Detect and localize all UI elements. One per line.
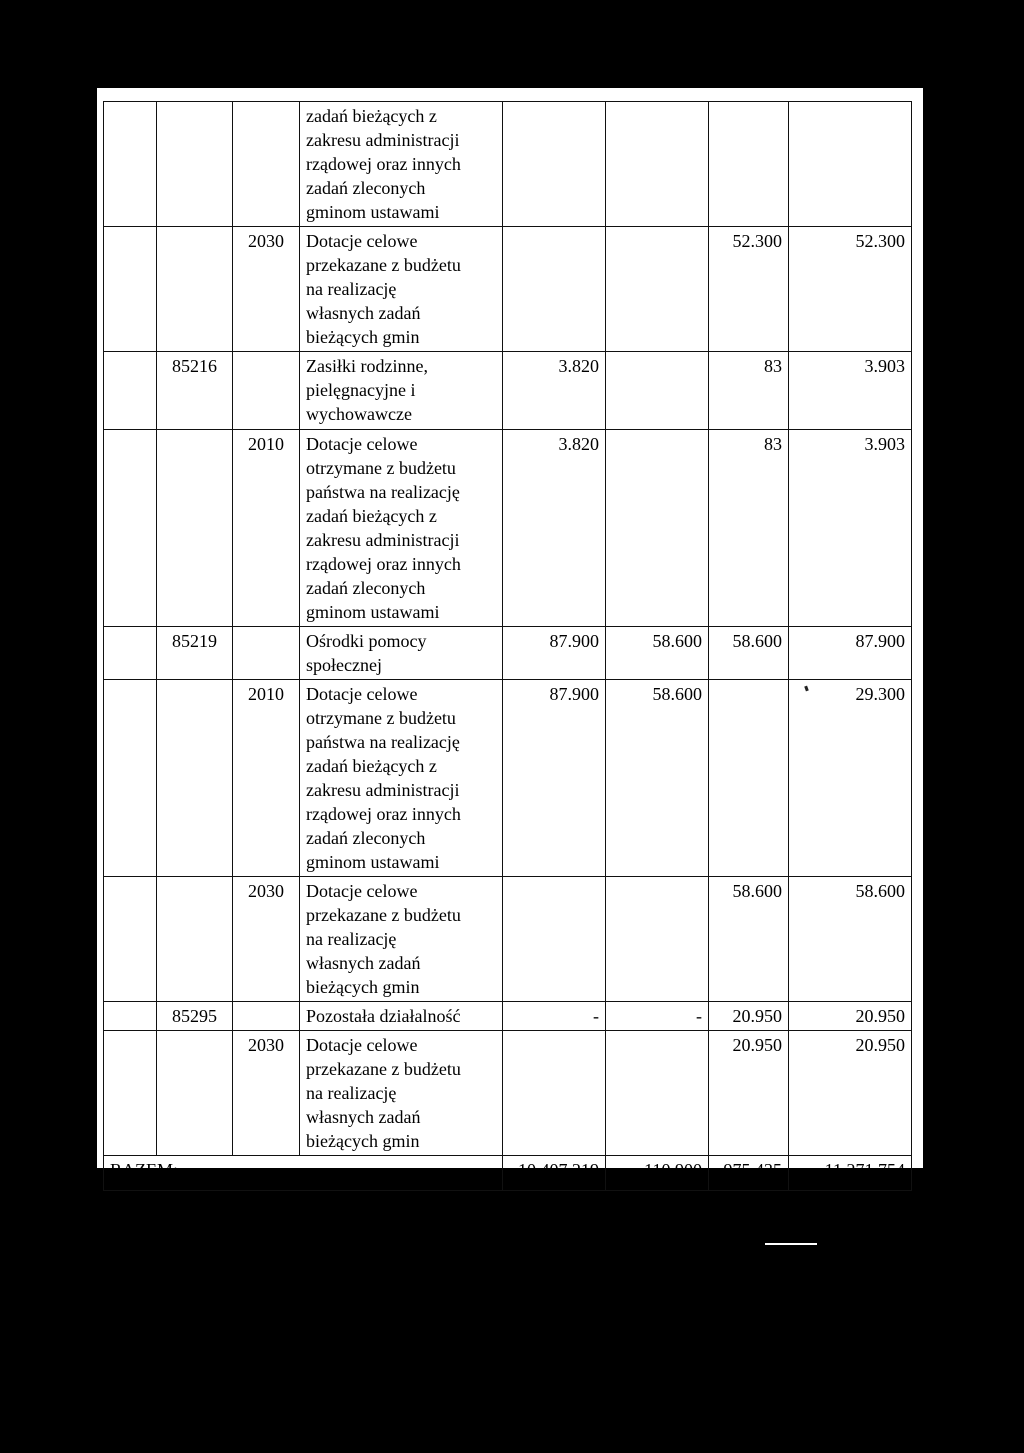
value-cell-2: 58.600 bbox=[606, 627, 709, 680]
value-cell-1 bbox=[503, 877, 606, 1002]
value-cell-4: 87.900 bbox=[789, 627, 912, 680]
section-cell bbox=[157, 877, 233, 1002]
value-cell-3: 83 bbox=[709, 352, 789, 430]
section-cell: 85295 bbox=[157, 1002, 233, 1031]
value-cell-4: 20.950 bbox=[789, 1002, 912, 1031]
chapter-cell bbox=[104, 877, 157, 1002]
paragraph-cell bbox=[233, 1002, 300, 1031]
section-cell bbox=[157, 680, 233, 877]
value-cell-3: 58.600 bbox=[709, 627, 789, 680]
value-cell-2 bbox=[606, 430, 709, 627]
value-cell-1: 3.820 bbox=[503, 430, 606, 627]
chapter-cell bbox=[104, 627, 157, 680]
chapter-cell bbox=[104, 430, 157, 627]
description-cell: Dotacje celowe przekazane z budżetu na realizację własnych zadań bieżących gmin bbox=[300, 877, 503, 1002]
paragraph-cell: 2010 bbox=[233, 680, 300, 877]
paragraph-cell: 2010 bbox=[233, 430, 300, 627]
chapter-cell bbox=[104, 102, 157, 227]
value-cell-4: 20.950 bbox=[789, 1031, 912, 1156]
table-row bbox=[104, 680, 912, 877]
value-cell-4: 3.903 bbox=[789, 352, 912, 430]
value-cell-4: 3.903 bbox=[789, 430, 912, 627]
value-cell-4 bbox=[789, 102, 912, 227]
section-cell bbox=[157, 1031, 233, 1156]
description-cell: zadań bieżących z zakresu administracji rządowej oraz innych zadań zleconych gminom ustawami bbox=[300, 102, 503, 227]
table-row bbox=[104, 227, 912, 352]
description-cell: Dotacje celowe przekazane z budżetu na realizację własnych zadań bieżących gmin bbox=[300, 1031, 503, 1156]
section-cell bbox=[157, 227, 233, 352]
description-cell: Dotacje celowe otrzymane z budżetu państwa na realizację zadań bieżących z zakresu administracji rządowej oraz innych zadań zleconych gminom ustawami bbox=[300, 680, 503, 877]
value-cell-1: 3.820 bbox=[503, 352, 606, 430]
value-cell-1: 87.900 bbox=[503, 627, 606, 680]
value-cell-4: 52.300 bbox=[789, 227, 912, 352]
chapter-cell bbox=[104, 1002, 157, 1031]
value-cell-2 bbox=[606, 877, 709, 1002]
description-cell: Dotacje celowe przekazane z budżetu na realizację własnych zadań bieżących gmin bbox=[300, 227, 503, 352]
value-cell-1 bbox=[503, 1031, 606, 1156]
table-row bbox=[104, 877, 912, 1002]
paragraph-cell bbox=[233, 102, 300, 227]
chapter-cell bbox=[104, 680, 157, 877]
value-cell-3: 20.950 bbox=[709, 1031, 789, 1156]
value-cell-1 bbox=[503, 227, 606, 352]
value-cell-2 bbox=[606, 227, 709, 352]
paragraph-cell bbox=[233, 627, 300, 680]
table-row bbox=[104, 1002, 912, 1031]
description-cell: Zasiłki rodzinne, pielęgnacyjne i wychowawcze bbox=[300, 352, 503, 430]
value-cell-4: 58.600 bbox=[789, 877, 912, 1002]
chapter-cell bbox=[104, 227, 157, 352]
total-value-2: 110.900 bbox=[606, 1156, 709, 1191]
chapter-cell bbox=[104, 1031, 157, 1156]
section-cell bbox=[157, 102, 233, 227]
paragraph-cell: 2030 bbox=[233, 227, 300, 352]
description-cell: Ośrodki pomocy społecznej bbox=[300, 627, 503, 680]
section-cell bbox=[157, 430, 233, 627]
value-cell-3 bbox=[709, 102, 789, 227]
value-cell-2: - bbox=[606, 1002, 709, 1031]
value-cell-3: 83 bbox=[709, 430, 789, 627]
total-value-3: 975.435 bbox=[709, 1156, 789, 1191]
value-cell-2 bbox=[606, 1031, 709, 1156]
chapter-cell bbox=[104, 352, 157, 430]
value-cell-4: 29.300 bbox=[789, 680, 912, 877]
paragraph-cell: 2030 bbox=[233, 1031, 300, 1156]
value-cell-1: 87.900 bbox=[503, 680, 606, 877]
value-cell-2 bbox=[606, 352, 709, 430]
value-cell-3: 58.600 bbox=[709, 877, 789, 1002]
paragraph-cell: 2030 bbox=[233, 877, 300, 1002]
document-page bbox=[97, 88, 923, 1180]
value-cell-2 bbox=[606, 102, 709, 227]
table-row bbox=[104, 102, 912, 227]
table-row bbox=[104, 1031, 912, 1156]
table-row bbox=[104, 430, 912, 627]
section-cell: 85219 bbox=[157, 627, 233, 680]
value-cell-3: 20.950 bbox=[709, 1002, 789, 1031]
table-row bbox=[104, 352, 912, 430]
value-cell-1 bbox=[503, 102, 606, 227]
value-cell-3: 52.300 bbox=[709, 227, 789, 352]
section-cell: 85216 bbox=[157, 352, 233, 430]
paragraph-cell bbox=[233, 352, 300, 430]
description-cell: Pozostała działalność bbox=[300, 1002, 503, 1031]
budget-table bbox=[103, 101, 912, 1191]
total-value-4: 11.271.754 bbox=[789, 1156, 912, 1191]
value-cell-2: 58.600 bbox=[606, 680, 709, 877]
value-cell-1: - bbox=[503, 1002, 606, 1031]
table-body bbox=[104, 102, 912, 1191]
total-value-1: 10.407.219 bbox=[503, 1156, 606, 1191]
scan-stroke bbox=[765, 1243, 817, 1245]
value-cell-3 bbox=[709, 680, 789, 877]
description-cell: Dotacje celowe otrzymane z budżetu państwa na realizację zadań bieżących z zakresu administracji rządowej oraz innych zadań zleconych gminom ustawami bbox=[300, 430, 503, 627]
table-row bbox=[104, 627, 912, 680]
total-row bbox=[104, 1156, 912, 1191]
total-label: RAZEM: bbox=[104, 1156, 503, 1191]
